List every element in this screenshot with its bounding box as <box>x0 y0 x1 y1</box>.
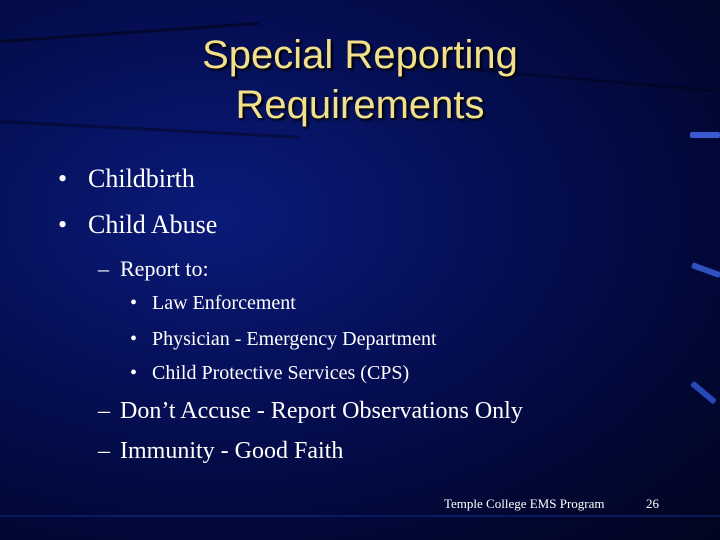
bullet-marker: • <box>130 328 138 350</box>
sub-item-text: Immunity - Good Faith <box>120 438 344 464</box>
bullet-childbirth <box>58 164 195 194</box>
sub-item-text: Don’t Accuse - Report Observations Only <box>120 398 523 424</box>
report-target-text: Physician - Emergency Department <box>152 328 437 350</box>
page-number: 26 <box>646 496 659 511</box>
report-target-text: Law Enforcement <box>152 292 296 314</box>
background-streak <box>691 262 720 278</box>
report-target-text: Child Protective Services (CPS) <box>152 362 410 384</box>
sub-item-dont-accuse <box>98 398 523 425</box>
bullet-marker: • <box>58 210 68 239</box>
bullet-text: Child Abuse <box>88 210 218 239</box>
report-target-item <box>130 292 296 315</box>
bullet-text: Childbirth <box>88 164 195 193</box>
dash-marker: – <box>98 438 110 464</box>
bullet-child-abuse <box>58 210 217 240</box>
sub-item-text: Report to: <box>120 256 209 281</box>
slide-title-line-2: Requirements <box>235 83 485 127</box>
report-target-item <box>130 328 437 351</box>
slide-title-line-1: Special Reporting <box>202 33 518 77</box>
slide-title <box>0 30 720 130</box>
bullet-marker: • <box>130 362 138 384</box>
background-streak <box>0 515 720 517</box>
dash-marker: – <box>98 256 109 281</box>
report-target-item <box>130 362 409 385</box>
background-streak <box>690 132 720 138</box>
bullet-marker: • <box>130 292 138 314</box>
sub-item-report-to <box>98 256 209 282</box>
sub-item-immunity <box>98 438 343 465</box>
background-streak <box>690 381 717 405</box>
dash-marker: – <box>98 398 110 424</box>
footer-program: Temple College EMS Program <box>444 496 605 511</box>
bullet-marker: • <box>58 164 68 193</box>
